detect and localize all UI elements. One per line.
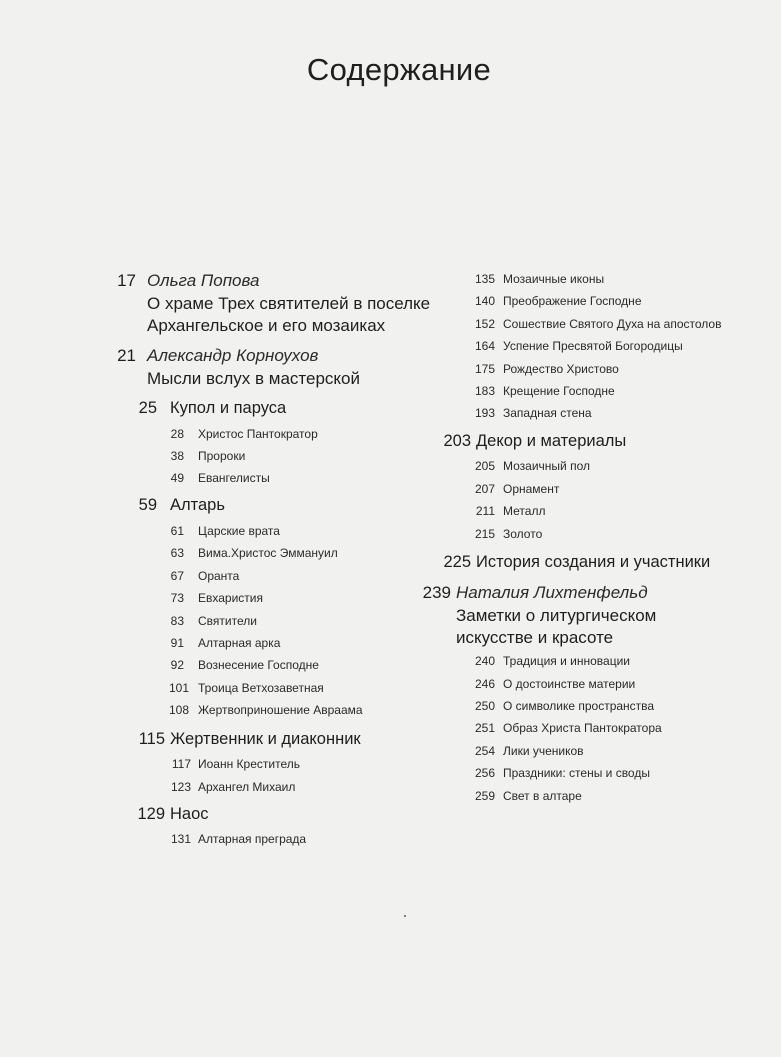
page-number: 135 xyxy=(474,272,495,286)
item-title: Рождество Христово xyxy=(503,362,619,376)
page-number: 83 xyxy=(170,614,184,628)
item-title: Царские врата xyxy=(198,524,280,538)
page-number: 240 xyxy=(474,654,495,668)
item-title: Алтарная преграда xyxy=(198,832,307,846)
item-title: Западная стена xyxy=(503,406,592,420)
page-number: 123 xyxy=(170,780,191,794)
item-title: Алтарная арка xyxy=(198,636,281,650)
page-number: 203 xyxy=(443,432,471,450)
item-title: Вима.Христос Эммануил xyxy=(198,546,338,560)
item-title: Золото xyxy=(503,527,543,541)
section-title: История создания и участники xyxy=(476,553,711,571)
item-title: О достоинстве материи xyxy=(503,677,636,691)
item-title: Традиция и инновации xyxy=(503,654,630,668)
section-title: Жертвенник и диаконник xyxy=(170,730,361,748)
author-name: Александр Корноухов xyxy=(147,346,319,365)
page-number: 250 xyxy=(474,699,495,713)
page-number: 63 xyxy=(170,546,184,560)
page-number: 211 xyxy=(475,504,495,518)
page-number: 49 xyxy=(170,471,184,485)
page-number: 225 xyxy=(443,553,471,571)
paper-speck xyxy=(404,915,406,917)
item-title: Жертвоприношение Авраама xyxy=(198,703,363,717)
essay-title-line: Мысли вслух в мастерской xyxy=(147,369,360,388)
page-number: 61 xyxy=(170,524,184,538)
item-title: Пророки xyxy=(198,449,246,463)
item-title: Архангел Михаил xyxy=(198,780,296,794)
essay-title-line: Архангельское и его мозаиках xyxy=(147,316,386,335)
page-number: 254 xyxy=(474,744,495,758)
page-number: 67 xyxy=(170,569,184,583)
item-title: Иоанн Креститель xyxy=(198,757,300,771)
page-number: 152 xyxy=(474,317,495,331)
page-number: 59 xyxy=(138,496,157,514)
page-number: 140 xyxy=(474,294,495,308)
essay-title-line: О храме Трех святителей в поселке xyxy=(147,294,431,313)
item-title: Орнамент xyxy=(503,482,560,496)
item-title: Образ Христа Пантократора xyxy=(503,721,662,735)
page-number: 175 xyxy=(474,362,495,376)
page-number: 115 xyxy=(138,730,165,748)
page-number: 246 xyxy=(474,677,495,691)
page-number: 259 xyxy=(474,789,495,803)
item-title: Праздники: стены и своды xyxy=(503,766,650,780)
item-title: Успение Пресвятой Богородицы xyxy=(503,339,683,353)
item-title: Свет в алтаре xyxy=(503,789,582,803)
essay-title-line: искусстве и красоте xyxy=(456,628,614,647)
page-number: 92 xyxy=(170,658,184,672)
page-number: 25 xyxy=(138,399,157,417)
page-number: 101 xyxy=(168,681,189,695)
item-title: Вознесение Господне xyxy=(198,658,319,672)
section-title: Декор и материалы xyxy=(476,432,627,450)
item-title: О символике пространства xyxy=(503,699,655,713)
page-number: 207 xyxy=(474,482,495,496)
item-title: Святители xyxy=(198,614,257,628)
page-number: 164 xyxy=(474,339,495,353)
page-number: 21 xyxy=(117,346,136,365)
page-number: 205 xyxy=(474,459,495,473)
item-title: Лики учеников xyxy=(503,744,584,758)
page-number: 129 xyxy=(137,805,165,823)
page-number: 17 xyxy=(117,271,136,290)
page-number: 256 xyxy=(474,766,495,780)
author-name: Ольга Попова xyxy=(147,271,260,290)
item-title: Оранта xyxy=(198,569,240,583)
page-number: 239 xyxy=(422,583,451,602)
section-title: Наос xyxy=(170,805,209,823)
section-title: Купол и паруса xyxy=(170,399,287,417)
author-name: Наталия Лихтенфельд xyxy=(456,583,648,602)
essay-title-line: Заметки о литургическом xyxy=(456,606,657,625)
page-number: 131 xyxy=(170,832,191,846)
item-title: Преображение Господне xyxy=(503,294,642,308)
page-number: 183 xyxy=(474,384,495,398)
page-number: 28 xyxy=(170,427,184,441)
page-number: 193 xyxy=(474,406,495,420)
item-title: Сошествие Святого Духа на апостолов xyxy=(503,317,722,331)
page-number: 215 xyxy=(474,527,495,541)
section-title: Алтарь xyxy=(170,496,225,514)
page-number: 91 xyxy=(170,636,184,650)
item-title: Евангелисты xyxy=(198,471,270,485)
item-title: Троица Ветхозаветная xyxy=(198,681,324,695)
page-number: 38 xyxy=(170,449,184,463)
page-number: 108 xyxy=(168,703,189,717)
item-title: Крещение Господне xyxy=(503,384,615,398)
item-title: Мозаичные иконы xyxy=(503,272,605,286)
item-title: Металл xyxy=(503,504,546,518)
page-number: 73 xyxy=(170,591,184,605)
item-title: Мозаичный пол xyxy=(503,459,590,473)
page-title: Содержание xyxy=(306,52,492,87)
page-number: 117 xyxy=(171,757,191,771)
item-title: Христос Пантократор xyxy=(198,427,318,441)
page-number: 251 xyxy=(474,721,495,735)
item-title: Евхаристия xyxy=(198,591,263,605)
